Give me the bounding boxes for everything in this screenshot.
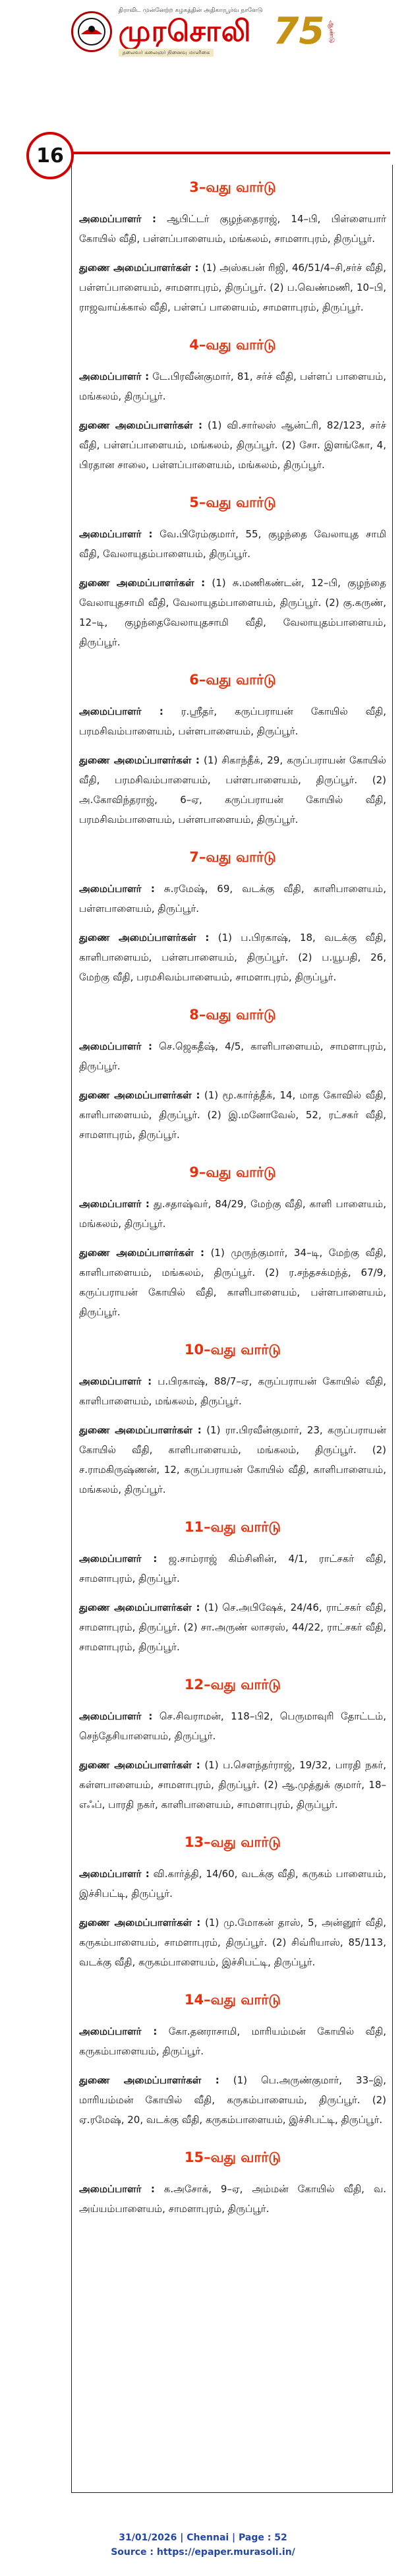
leader-label: அமைப்பாளர் : [79, 1375, 152, 1387]
anniversary-number: 75 [273, 10, 325, 53]
ward-deputies-entry [79, 750, 386, 829]
ward-title: 4–வது வார்டு [189, 337, 276, 353]
leader-details: செ.ஜெகதீஷ், 4/5, காளிபாளையம், சாமளாபுரம், திருப்பூர். [79, 1040, 386, 1072]
deputies-details: (1) ரா.பிரவீன்குமார், 23, கருப்பராயன் கோயில் வீதி, காளிபாளையம், மங்கலம், திருப்பூர். (2) ச.ராமகிருஷ்ணன், 12, கருப்பராயன் கோயில் வீதி, காளிபாளையம், மங்கலம், திருப்பூர். [79, 1424, 386, 1495]
ward-leader-entry [79, 2022, 386, 2061]
ward-deputies-entry [79, 1755, 386, 1814]
anniversary-word: ஆண்டு [328, 20, 335, 44]
leader-label: அமைப்பாளர் : [79, 1868, 150, 1880]
ward-deputies-entry [79, 2070, 386, 2130]
leader-label: அமைப்பாளர் : [79, 528, 153, 540]
ward-deputies-entry [79, 415, 386, 475]
ward-block [79, 1007, 386, 1145]
deputies-label: துணை அமைப்பாளர்கள் : [79, 1759, 200, 1771]
ward-block [79, 1677, 386, 1814]
ward-title: 13–வது வார்டு [184, 1834, 281, 1850]
masthead-title-block [119, 7, 263, 57]
deputies-details: (1) சு.மணிகண்டன், 12–பி, குழந்தை வேலாயுதசாமி வீதி, வேலாயுதம்பாளையம், திருப்பூர். (2) கு.கருண், 12–டி, குழந்தைவேலாயுதசாமி வீதி, வேலாயுதம்பாளையம், திருப்பூர். [79, 577, 386, 648]
page-number-badge: 16 [26, 132, 74, 179]
ward-block [79, 1342, 386, 1499]
leader-details: ப.பிரகாஷ், 88/7–ஏ, கருப்பராயன் கோயில் வீதி, காளிபாளையம், மங்கலம், திருப்பூர். [79, 1375, 386, 1407]
ward-block [79, 2149, 386, 2219]
ward-leader-entry [79, 1371, 386, 1411]
deputies-details: (1) வி.சார்லஸ் ஆன்ட்ரி, 82/123, சர்ச் வீதி, பள்ளப்பாளையம், மங்கலம், திருப்பூர். (2) சோ. இளங்கோ, 4, பிரதான சாலை, பள்ளப்பாளையம், மங்கலம், திருப்பூர். [79, 419, 386, 471]
leader-details: கோ.தனராசாமி, மாரியம்மன் கோயில் வீதி, கருகம்பாளையம், திருப்பூர். [79, 2025, 386, 2057]
deputies-label: துணை அமைப்பாளர்கள் : [79, 577, 206, 589]
ward-leader-entry [79, 209, 386, 249]
leader-label: அமைப்பாளர் : [79, 1040, 153, 1052]
ward-deputies-entry [79, 1420, 386, 1499]
ward-leader-entry [79, 1036, 386, 1076]
deputies-label: துணை அமைப்பாளர்கள் : [79, 419, 202, 431]
masthead [0, 0, 406, 63]
masthead-subtag: தலைவர் கலைஞர் நினைவு மாளிகை [119, 49, 214, 57]
ward-block [79, 337, 386, 475]
leader-details: ஜ.சாம்ராஜ் கிம்சினின், 4/1, ராட்சகர் வீதி, சாமளாபுரம், திருப்பூர். [79, 1553, 386, 1584]
ward-title: 11–வது வார்டு [184, 1519, 281, 1535]
ward-deputies-entry [79, 573, 386, 652]
ward-block [79, 179, 386, 317]
leader-label: அமைப்பாளர் : [79, 2183, 155, 2195]
ward-deputies-entry [79, 1243, 386, 1322]
deputies-details: (1) மு.மோகன் தாஸ், 5, அன்னூர் வீதி, கருகம்பாளையம், சாமளாபுரம், திருப்பூர். (2) சிவ்ரியாஸ், 85/113, வடக்கு வீதி, கருகம்பாளையம், இச்சிபட்டி, திருப்பூர். [79, 1917, 386, 1968]
deputies-details: (1) முருந்குமார், 34–டி, மேற்கு வீதி, காளிபாளையம், மங்கலம், திருப்பூர். (2) ர.சந்தசக்மந்த், 67/9, கருப்பராயன் கோயில் வீதி, காளிபாளையம், பள்ளபாளையம், திருப்பூர். [79, 1247, 386, 1318]
ward-block [79, 672, 386, 829]
anniversary-logo [273, 10, 335, 53]
leader-details: செ.சிவராமன், 118–பி2, பெருமாவுரி தோட்டம், செந்தேசியாளையம், திருப்பூர். [79, 1710, 386, 1742]
deputies-label: துணை அமைப்பாளர்கள் : [79, 1247, 204, 1259]
ward-list [79, 174, 386, 2238]
ward-leader-entry [79, 1706, 386, 1746]
deputies-details: (1) ப.பிரகாஷ், 18, வடக்கு வீதி, காளிபாளையம், பள்ளபாளையம், திருப்பூர். (2) ப.யூபதி, 26, மேற்கு வீதி, பரமசிவம்பாளையம், சாமளாபுரம், திருப்பூர். [79, 932, 386, 983]
page-footer [0, 2531, 406, 2560]
deputies-label: துணை அமைப்பாளர்கள் : [79, 754, 200, 766]
ward-block [79, 1834, 386, 1972]
leader-details: து.சதாஷ்வர், 84/29, மேற்கு வீதி, காளி பாளையம், மங்கலம், திருப்பூர். [79, 1198, 386, 1230]
leader-label: அமைப்பாளர் : [79, 1710, 153, 1722]
deputies-details: (1) பெ.அருண்குமார், 33–இ, மாரியம்மன் கோயில் வீதி, கருகம்பாளையம், திருப்பூர். (2) ஏ.ரமேஷ், 20, வடக்கு வீதி, கருகம்பாளையம், இச்சிபட்டி, திருப்பூர். [79, 2074, 386, 2126]
leader-details: வே.பிரேம்குமார், 55, குழந்தை வேலாயுத சாமி வீதி, வேலாயுதம்பாளையம், திருப்பூர். [79, 528, 386, 560]
ward-leader-entry [79, 879, 386, 918]
deputies-details: (1) மூ.கார்த்தீக், 14, மாத கோவில் வீதி, காளிபாளையம், திருப்பூர். (2) இ.மனோவேல், 52, ரட்சகர் வீதி, சாமளாபுரம், திருப்பூர். [79, 1089, 386, 1141]
leader-details: ர.ஸ்ரீதர், கருப்பராயன் கோயில் வீதி, பரமசிவம்பாளையம், பள்ளபாளையம், திருப்பூர். [79, 705, 386, 737]
leader-details: க.அசோக், 9–ஏ, அம்மன் கோயில் வீதி, வ. அய்யம்பாளையம், சாமளாபுரம், திருப்பூர். [79, 2183, 386, 2215]
ward-block [79, 849, 386, 987]
ward-leader-entry [79, 1549, 386, 1588]
deputies-label: துணை அமைப்பாளர்கள் : [79, 1424, 202, 1436]
deputies-label: துணை அமைப்பாளர்கள் : [79, 1602, 200, 1613]
leader-details: வி.கார்த்தி, 14/60, வடக்கு வீதி, கருகம் பாளையம், இச்சிபட்டி, திருப்பூர். [79, 1868, 386, 1900]
ward-block [79, 494, 386, 652]
ward-title: 10–வது வார்டு [184, 1342, 281, 1358]
ward-title: 7–வது வார்டு [189, 849, 276, 865]
ward-leader-entry [79, 524, 386, 564]
ward-deputies-entry [79, 928, 386, 987]
leader-label: அமைப்பாளர் : [79, 371, 150, 382]
deputies-label: துணை அமைப்பாளர்கள் : [79, 1917, 201, 1929]
masthead-inner [71, 7, 335, 57]
footer-source-line: Source : https://epaper.murasoli.in/ [111, 2547, 295, 2558]
deputies-label: துணை அமைப்பாளர்கள் : [79, 932, 210, 944]
leader-details: சு.ரமேஷ், 69, வடக்கு வீதி, காளிபாளையம், பள்ளபாளையம், திருப்பூர். [79, 883, 386, 914]
deputies-details: (1) செ.அபிஷேக், 24/46, ராட்சகர் வீதி, சாமளாபுரம், திருப்பூர். (2) சா.அருண் லாசரஸ், 44/22, ராட்சகர் வீதி, சாமளாபுரம், திருப்பூர். [79, 1602, 386, 1653]
ward-leader-entry [79, 367, 386, 406]
page-header-rule [69, 152, 390, 154]
footer-date-line: 31/01/2026 | Chennai | Page : 52 [119, 2532, 287, 2543]
masthead-tagline: திராவிட முன்னேற்ற கழகத்தின் அதிகாரபூர்வ நாளேடு [118, 7, 263, 14]
ward-title: 15–வது வார்டு [184, 2149, 281, 2165]
leader-label: அமைப்பாளர் : [79, 705, 163, 717]
ward-title: 6–வது வார்டு [189, 672, 276, 688]
ward-title: 5–வது வார்டு [189, 494, 276, 510]
deputies-details: (1) சிகாந்தீக், 29, கருப்பராயன் கோயில் வீதி, பரமசிவம்பாளையம், பள்ளபாளையம், திருப்பூர். (2) அ.கோவிந்தராஜ், 6–ஏ, கருப்பராயன் கோயில் வீதி, பரமசிவம்பாளையம், பள்ளபாளையம், திருப்பூர். [79, 754, 386, 825]
deputies-details: (1) ப.சௌந்தர்ராஜ், 19/32, பாரதி நகர், கள்ளபாளையம், சாமளாபுரம், திருப்பூர். (2) ஆ.முத்துக் குமார், 18–எஃப், பாரதி நகர், காளிபாளையம், சாமளாபுரம், திருப்பூர். [79, 1759, 386, 1811]
ward-title: 14–வது வார்டு [184, 1992, 281, 2008]
ward-title: 9–வது வார்டு [189, 1164, 276, 1180]
leader-label: அமைப்பாளர் : [79, 883, 155, 895]
leader-details: டே.பிரவீன்குமார், 81, சர்ச் வீதி, பள்ளப் பாளையம், மங்கலம், திருப்பூர். [79, 371, 386, 402]
ward-deputies-entry [79, 1913, 386, 1972]
ward-block [79, 1519, 386, 1657]
ward-leader-entry [79, 1194, 386, 1234]
deputies-label: துணை அமைப்பாளர்கள் : [79, 2074, 219, 2086]
leader-label: அமைப்பாளர் : [79, 213, 157, 225]
deputies-details: (1) அஸ்கபன் ரிஜி, 46/51/4–சி,சர்ச் வீதி, பள்ளப்பாளையம், சாமளாபுரம், திருப்பூர். (2) ப.வெண்மணி, 10–பி, ராஜவாய்க்கால் வீதி, பள்ளப் பாளையம், சாமளாபுரம், திருப்பூர். [79, 262, 386, 313]
ward-deputies-entry [79, 1085, 386, 1145]
ward-block [79, 1164, 386, 1322]
ward-leader-entry [79, 1864, 386, 1903]
leader-label: அமைப்பாளர் : [79, 2025, 158, 2037]
ward-title: 12–வது வார்டு [184, 1677, 281, 1692]
ward-title: 3–வது வார்டு [189, 179, 276, 195]
ward-block [79, 1992, 386, 2130]
ward-leader-entry [79, 2179, 386, 2219]
ward-deputies-entry [79, 1598, 386, 1657]
leader-label: அமைப்பாளர் : [79, 1198, 150, 1210]
leader-details: ஆபிட்டர் குழந்தைராஜ், 14–பி, பிள்ளையார் கோயில் வீதி, பள்ளப்பாளையம், மங்கலம், சாமளாபுரம், திருப்பூர். [79, 213, 386, 245]
ward-title: 8–வது வார்டு [189, 1007, 276, 1023]
deputies-label: துணை அமைப்பாளர்கள் : [79, 1089, 200, 1101]
ward-deputies-entry [79, 258, 386, 317]
deputies-label: துணை அமைப்பாளர்கள் : [79, 262, 199, 274]
party-emblem-icon [71, 11, 112, 52]
leader-label: அமைப்பாளர் : [79, 1553, 158, 1565]
ward-leader-entry [79, 702, 386, 741]
newspaper-name: முரசொலி [118, 14, 252, 48]
